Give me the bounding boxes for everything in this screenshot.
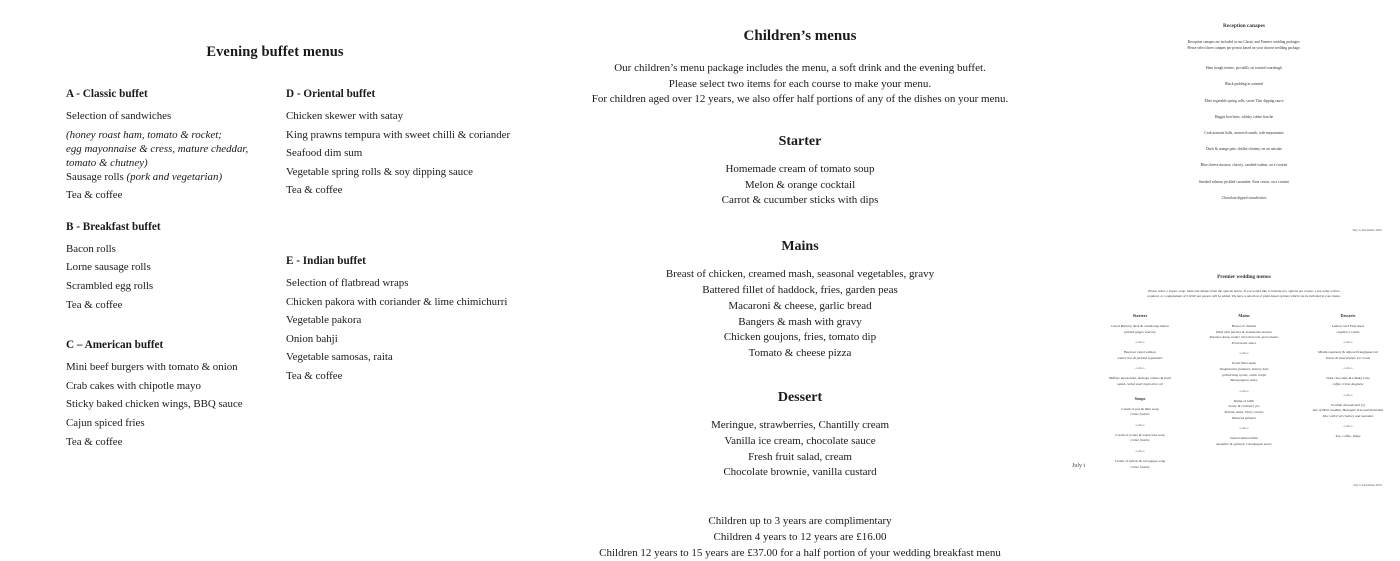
buffet-block bbox=[286, 255, 521, 385]
premier-column-0 bbox=[1088, 304, 1192, 470]
buffet-item: (honey roast ham, tomato & rocket; bbox=[66, 128, 222, 141]
buffet-heading: A - Classic buffet bbox=[66, 88, 148, 100]
page-evening-buffet-menus bbox=[0, 0, 520, 500]
menu-item: Tomato & cheese pizza bbox=[748, 347, 852, 360]
premier-dish-line: Pomme Anna, Vichy carrots bbox=[1224, 409, 1264, 414]
reception-canapes-list bbox=[1088, 66, 1400, 201]
canape-item: Chocolate dipped strawberries bbox=[1221, 195, 1267, 200]
buffet-item: Tea & coffee bbox=[286, 184, 343, 197]
premier-separator: ooOoo bbox=[1343, 340, 1353, 345]
premier-section-heading: Mains bbox=[1238, 313, 1250, 318]
buffet-item: Tea & coffee bbox=[66, 435, 123, 448]
premier-section-heading: Desserts bbox=[1340, 313, 1356, 318]
premier-dish-line: Seared salmon fillet bbox=[1230, 436, 1258, 441]
premier-wedding-intro bbox=[1088, 289, 1400, 299]
canape-item: Black pudding in oatmeal bbox=[1225, 82, 1263, 87]
premier-dish-line: honey & rosemary jus bbox=[1228, 404, 1260, 409]
canape-item: Crab arancini balls, seaweed crumb, crab mayonnaise bbox=[1204, 130, 1284, 135]
premier-separator: ooOoo bbox=[1135, 448, 1145, 453]
premier-dish-line: crème fraiche bbox=[1130, 438, 1150, 443]
buffet-item: Selection of sandwiches bbox=[66, 110, 172, 122]
intro-line: Reception canapes are included in our Classic and Premier wedding packages. bbox=[1187, 40, 1301, 44]
buffet-item: Mini beef burgers with tomato & onion bbox=[66, 361, 238, 374]
premier-column-2 bbox=[1296, 304, 1400, 440]
intro-line: Our children’s menu package includes the menu, a soft drink and the evening buffet. bbox=[614, 62, 986, 74]
buffet-heading: E - Indian buffet bbox=[286, 254, 366, 267]
premier-dish-line: Tea, coffee, fudge bbox=[1335, 434, 1361, 439]
intro-line: Please select a starter, soup, main and dessert from the options below. If you would like to include two options per course, a pre-order will be bbox=[1148, 289, 1340, 293]
premier-separator: ooOoo bbox=[1343, 392, 1353, 397]
buffet-block bbox=[66, 88, 291, 204]
intro-line: For children aged over 12 years, we also offer half portions of any of the dishes on your menu. bbox=[591, 93, 1009, 106]
buffet-item: Sausage rolls (pork and vegetarian) bbox=[66, 170, 223, 183]
buffet-item: Cajun spiced fries bbox=[66, 416, 145, 429]
premier-dish-line: Lemon curd Eton mess bbox=[1331, 324, 1365, 328]
premier-dish-line: lemon & mascarpone ice cream bbox=[1325, 355, 1371, 360]
pricing-line: Children 12 years to 15 years are £37.00 for a half portion of your wedding breakfast menu bbox=[599, 547, 1001, 560]
buffet-item: Sticky baked chicken wings, BBQ sauce bbox=[66, 398, 243, 411]
buffet-item: Bacon rolls bbox=[66, 242, 116, 255]
premier-dish-line: blue with fruit chutney and oatcakes bbox=[1322, 413, 1374, 418]
premier-dish-line: coffee crème Anglaise bbox=[1332, 381, 1364, 386]
premier-dish-line: Dauphinoise potatoes, buttery kale bbox=[1219, 366, 1269, 371]
buffet-item: Chicken skewer with satay bbox=[286, 110, 404, 122]
premier-separator: ooOoo bbox=[1343, 366, 1353, 371]
premier-dish-line: Cured Barbary duck & cantaloupe melon bbox=[1111, 324, 1169, 328]
canape-item: Haggis bon bons, whisky crème fraiche bbox=[1214, 114, 1274, 119]
premier-separator: ooOoo bbox=[1135, 422, 1145, 427]
course-items-mains bbox=[520, 267, 1080, 362]
premier-dish-line: raspberry coulis bbox=[1336, 329, 1360, 334]
menu-item: Fresh fruit salad, cream bbox=[748, 450, 852, 463]
menu-item: Meringue, strawberries, Chantilly cream bbox=[710, 418, 890, 431]
pricing-line: Children 4 years to 12 years are £16.00 bbox=[713, 531, 887, 544]
premier-column-1 bbox=[1192, 304, 1296, 447]
buffet-item: Onion bahji bbox=[286, 332, 338, 345]
buffet-item: Vegetable pakora bbox=[286, 314, 362, 327]
buffet-item: Tea & coffee bbox=[286, 369, 343, 382]
evening-buffet-right-column bbox=[286, 88, 521, 402]
page-title-premier-wedding-menus: Premier wedding menus bbox=[1217, 274, 1271, 280]
page-childrens-menus bbox=[520, 0, 1080, 560]
menu-item: Bangers & mash with gravy bbox=[738, 315, 862, 328]
course-items-starter bbox=[520, 162, 1080, 209]
reception-canapes-intro bbox=[1088, 40, 1400, 51]
premier-dish-line: crème fraiche bbox=[1130, 412, 1150, 417]
canape-item: Mini vegetable spring rolls, sweet Thai dipping sauce bbox=[1204, 98, 1284, 103]
buffet-item: Scrambled egg rolls bbox=[66, 279, 154, 292]
premier-menu-columns bbox=[1088, 304, 1400, 484]
buffet-item: egg mayonnaise & cress, mature cheddar, bbox=[66, 142, 249, 155]
intro-line: Please select two items for each course to make your menu. bbox=[668, 77, 932, 90]
premier-dish-line: Isle of Mull cheddar, Hoargate brie and Strathdon bbox=[1312, 408, 1384, 413]
menu-item: Chocolate brownie, vanilla custard bbox=[723, 466, 877, 479]
page-title-childrens-menus: Children’s menus bbox=[743, 28, 857, 44]
premier-dish-line: Pommes Anna, tender stem broccoli, green beans bbox=[1209, 335, 1279, 340]
menu-item: Chicken goujons, fries, tomato dip bbox=[723, 331, 877, 344]
premier-dish-line: watercress & pickled vegetables bbox=[1117, 355, 1163, 360]
premier-dish-line: Bourguignon sauce bbox=[1230, 378, 1258, 383]
premier-dish-line: Cream of tomato & red pepper soup bbox=[1114, 458, 1166, 463]
canape-item: Smoked salmon, pickled cucumber, Keta caviar, on a crostini bbox=[1198, 179, 1290, 184]
premier-separator: ooOoo bbox=[1239, 388, 1249, 393]
buffet-item: Vegetable spring rolls & soy dipping sauce bbox=[286, 165, 473, 178]
premier-dish-line: Dark chocolate & whisky torte bbox=[1326, 376, 1370, 381]
buffet-item: Chicken pakora with coriander & lime chimichurri bbox=[286, 295, 508, 308]
evening-buffet-left-column bbox=[66, 88, 291, 467]
childrens-menu-intro bbox=[520, 61, 1080, 108]
buffet-item: Vegetable samosas, raita bbox=[286, 351, 393, 364]
buffet-item: Seafood dim sum bbox=[286, 147, 363, 160]
buffet-block bbox=[66, 339, 291, 450]
buffet-heading: D - Oriental buffet bbox=[286, 88, 376, 100]
page-footer-premier-wedding-menus: July to December 2025 bbox=[1353, 483, 1382, 487]
menu-item: Homemade cream of tomato soup bbox=[725, 162, 875, 175]
page-footer-reception-canapes: July to December 2025 bbox=[1352, 228, 1382, 232]
buffet-item: Tea & coffee bbox=[66, 189, 123, 202]
buffet-item: Selection of flatbread wraps bbox=[286, 276, 409, 289]
canape-item: Duck & orange pate, shallot chutney, on an oatcake bbox=[1206, 147, 1282, 152]
buffet-heading: B - Breakfast buffet bbox=[66, 220, 161, 233]
premier-dish-line: salad, rocket and virgin olive oil bbox=[1117, 381, 1163, 386]
page-premier-wedding-menus-thumbnail[interactable] bbox=[1088, 268, 1400, 492]
canape-item: Ham hough terrine, piccalilli, on toasted sourdough bbox=[1206, 66, 1282, 71]
premier-dish-line: Scottish cheeseboard (v) bbox=[1330, 402, 1366, 407]
buffet-block bbox=[286, 88, 521, 199]
buffet-item: tomato & chutney) bbox=[66, 156, 148, 169]
course-heading-mains: Mains bbox=[781, 239, 819, 255]
course-items-dessert bbox=[520, 418, 1080, 481]
pricing-line: Children up to 3 years are complimentary bbox=[708, 515, 892, 528]
buffet-item: Lorne sausage rolls bbox=[66, 261, 151, 274]
childrens-menu-pricing bbox=[520, 513, 1080, 561]
premier-section-heading: Starters bbox=[1132, 313, 1148, 318]
premier-separator: ooOoo bbox=[1343, 424, 1353, 429]
menu-item: Carrot & cucumber sticks with dips bbox=[721, 194, 879, 207]
premier-dish-line: crème fraiche bbox=[1130, 464, 1150, 469]
buffet-item: Crab cakes with chipotle mayo bbox=[66, 379, 201, 392]
premier-dish-line: Provencale sauce bbox=[1231, 340, 1257, 345]
buffet-item: Tea & coffee bbox=[66, 298, 123, 311]
premier-dish-line: Buttered spinach bbox=[1232, 415, 1256, 420]
buffet-item: King prawns tempura with sweet chilli & coriander bbox=[286, 128, 511, 141]
intro-line: required, or a supplement of £10.00 per person will be added. We have a selection of plant-based options which can be included in your menu. bbox=[1147, 294, 1341, 298]
premier-dish-line: Miami raspberry & almond frangipane tart bbox=[1318, 350, 1378, 355]
premier-separator: ooOoo bbox=[1135, 340, 1145, 345]
premier-dish-line: Beetroot cured salmon bbox=[1124, 350, 1156, 355]
premier-dish-line: Cream of pea & mint soup bbox=[1121, 406, 1159, 411]
premier-dish-line: Rump of lamb bbox=[1233, 398, 1255, 403]
intro-line: Please select three canapes per person based on your chosen wedding package. bbox=[1187, 45, 1301, 50]
page-reception-canapes-thumbnail[interactable] bbox=[1088, 16, 1400, 240]
premier-dish-line: samphire & spinach, Champagne sauce bbox=[1216, 441, 1272, 446]
premier-dish-line: pickled ginger and soy bbox=[1124, 329, 1156, 334]
menu-item: Breast of chicken, creamed mash, seasonal vegetables, gravy bbox=[665, 268, 935, 281]
premier-separator: ooOoo bbox=[1239, 426, 1249, 431]
page-title-evening-buffet: Evening buffet menus bbox=[206, 44, 344, 60]
menu-item: Melon & orange cocktail bbox=[744, 178, 856, 191]
premier-section-heading: Soups bbox=[1134, 395, 1146, 401]
premier-dish-line: filled with parsley & mozzarella mousse bbox=[1215, 329, 1273, 334]
premier-dish-line: Breast of chicken bbox=[1231, 324, 1257, 328]
page-title-reception-canapes: Reception canapes bbox=[1223, 23, 1265, 29]
menu-item: Vanilla ice cream, chocolate sauce bbox=[724, 434, 876, 447]
premier-dish-line: Roast fillet steak bbox=[1232, 361, 1256, 366]
canape-item: Blue cheese mousse, chicory, candied walnut, on a crostini bbox=[1200, 163, 1288, 168]
menu-item: Macaroni & cheese, garlic bread bbox=[728, 299, 872, 312]
menu-item: Battered fillet of haddock, fries, garden peas bbox=[702, 283, 898, 296]
course-heading-dessert: Dessert bbox=[777, 389, 823, 405]
page-footer-childrens-menus: July t bbox=[1072, 463, 1086, 469]
premier-separator: ooOoo bbox=[1135, 366, 1145, 371]
premier-dish-line: Cream of potato & watercress soup bbox=[1115, 432, 1165, 437]
buffet-block bbox=[66, 221, 291, 313]
premier-separator: ooOoo bbox=[1239, 351, 1249, 356]
buffet-heading: C – American buffet bbox=[66, 339, 164, 352]
course-heading-starter: Starter bbox=[778, 133, 822, 149]
premier-dish-line: grilled king oyster, onion confit bbox=[1222, 372, 1266, 377]
premier-dish-line: Buffalo mozzarella, heritage tomato & basil bbox=[1109, 376, 1171, 381]
